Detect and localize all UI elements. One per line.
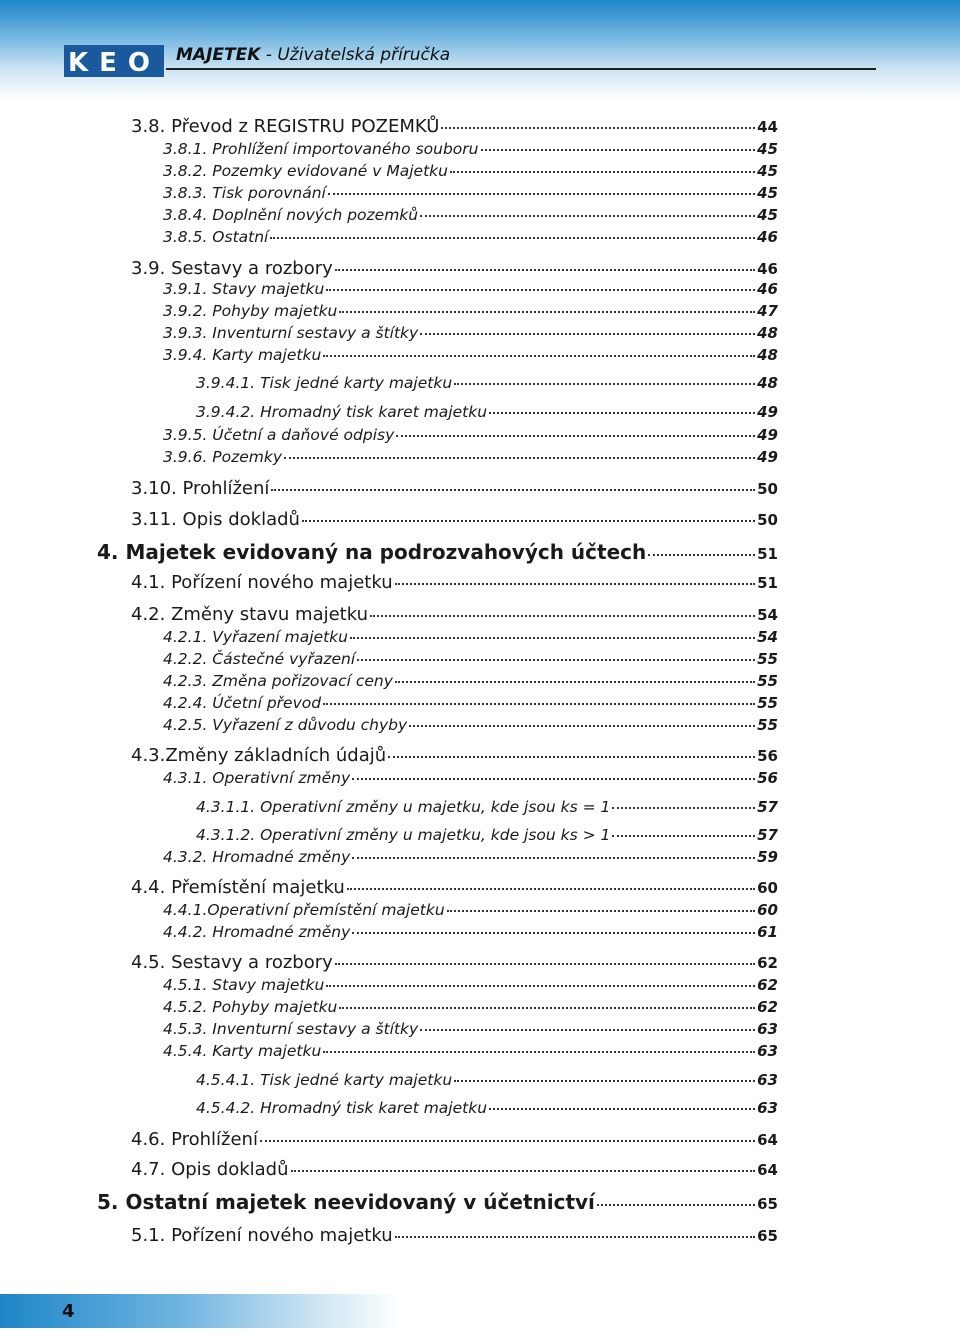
toc-entry-label: 3.9. Sestavy a rozbory [131, 258, 333, 279]
toc-entry [131, 478, 778, 499]
header-title-strong: MAJETEK [176, 45, 261, 65]
toc-entry [131, 1129, 778, 1150]
toc-entry [163, 184, 778, 202]
toc-entry-label: 3.9.5. Účetní a daňové odpisy [163, 426, 395, 444]
keo-logo: KEO [68, 48, 162, 78]
toc-entry-page: 62 [757, 998, 778, 1016]
toc-leader-dots [612, 835, 755, 837]
toc-entry-label: 4.2. Změny stavu majetku [131, 604, 369, 625]
footer-band [0, 1294, 400, 1328]
toc-entry-label: 3.10. Prohlížení [131, 478, 270, 499]
toc-entry-label: 4.3.Změny základních údajů [131, 745, 387, 766]
toc-entry-label: 3.9.4.2. Hromadný tisk karet majetku [196, 403, 488, 421]
toc-entry-page: 49 [757, 448, 778, 466]
toc-entry-page: 63 [757, 1020, 778, 1038]
toc-leader-dots [450, 171, 755, 173]
toc-entry [196, 1071, 778, 1089]
toc-entry [163, 650, 778, 668]
toc-entry-page: 55 [757, 694, 778, 712]
toc-entry-page: 45 [757, 162, 778, 180]
toc-entry-label: 3.9.3. Inventurní sestavy a štítky [163, 324, 419, 342]
toc-entry-label: 3.8.1. Prohlížení importovaného souboru [163, 140, 479, 158]
toc-entry-label: 3.9.1. Stavy majetku [163, 280, 325, 298]
toc-entry-page: 64 [757, 1131, 778, 1149]
toc-entry [196, 403, 778, 421]
toc-entry-page: 54 [757, 628, 778, 646]
toc-entry-page: 57 [757, 798, 778, 816]
toc-entry [163, 672, 778, 690]
toc-entry-page: 63 [757, 1099, 778, 1117]
toc-leader-dots [395, 681, 755, 683]
toc-leader-dots [409, 725, 755, 727]
toc-entry-label: 3.11. Opis dokladů [131, 509, 300, 530]
toc-entry-page: 45 [757, 206, 778, 224]
toc-leader-dots [326, 985, 755, 987]
toc-entry [163, 448, 778, 466]
toc-entry-label: 4.3.2. Hromadné změny [163, 848, 351, 866]
toc-entry-label: 4.2.4. Účetní převod [163, 694, 322, 712]
toc-entry-label: 4.1. Pořízení nového majetku [131, 572, 393, 593]
toc-entry-page: 62 [757, 976, 778, 994]
toc-entry-label: 4.5.4. Karty majetku [163, 1042, 322, 1060]
toc-entry [196, 1099, 778, 1117]
toc-entry-label: 4.3.1.2. Operativní změny u majetku, kde jsou ks > 1 [196, 826, 611, 844]
toc-leader-dots [420, 1029, 755, 1031]
toc-entry-page: 55 [757, 650, 778, 668]
toc-entry-page: 56 [757, 747, 778, 765]
toc-entry-page: 47 [757, 302, 778, 320]
toc-entry-label: 3.8.4. Doplnění nových pozemků [163, 206, 419, 224]
toc-leader-dots [612, 807, 755, 809]
toc-entry-label: 4.5.4.1. Tisk jedné karty majetku [196, 1071, 453, 1089]
toc-entry-page: 48 [757, 374, 778, 392]
header-rule [166, 68, 876, 70]
toc-entry-label: 3.8. Převod z REGISTRU POZEMKŮ [131, 116, 440, 137]
toc-entry [97, 1190, 778, 1214]
toc-leader-dots [357, 659, 755, 661]
header-title-rest: - Uživatelská příručka [260, 45, 451, 65]
toc-entry-label: 4.3.1. Operativní změny [163, 769, 351, 787]
toc-entry-page: 49 [757, 403, 778, 421]
toc-entry [131, 509, 778, 530]
toc-entry-page: 55 [757, 716, 778, 734]
toc-leader-dots [454, 1080, 755, 1082]
toc-entry-page: 56 [757, 769, 778, 787]
toc-leader-dots [395, 1236, 756, 1238]
toc-leader-dots [326, 289, 755, 291]
toc-entry-page: 48 [757, 346, 778, 364]
toc-entry-page: 65 [757, 1195, 778, 1213]
toc-leader-dots [420, 215, 755, 217]
toc-entry-label: 4.6. Prohlížení [131, 1129, 258, 1150]
header-title [176, 44, 450, 66]
toc-entry-page: 57 [757, 826, 778, 844]
toc-leader-dots [339, 1007, 755, 1009]
toc-leader-dots [270, 237, 755, 239]
toc-leader-dots [291, 1170, 756, 1172]
toc-entry-label: 4.2.5. Vyřazení z důvodu chyby [163, 716, 408, 734]
toc-entry-label: 3.8.2. Pozemky evidované v Majetku [163, 162, 448, 180]
toc-entry [163, 426, 778, 444]
toc-leader-dots [441, 127, 755, 129]
toc-entry-page: 46 [757, 228, 778, 246]
toc-entry-label: 4.3.1.1. Operativní změny u majetku, kde jsou ks = 1 [196, 798, 611, 816]
toc-entry-page: 61 [757, 923, 778, 941]
toc-entry [131, 1225, 778, 1246]
toc-entry [131, 258, 778, 279]
toc-leader-dots [454, 383, 755, 385]
toc-entry-page: 48 [757, 324, 778, 342]
toc-leader-dots [420, 333, 755, 335]
toc-leader-dots [323, 355, 755, 357]
toc-entry-page: 51 [757, 545, 778, 563]
toc-entry [163, 206, 778, 224]
toc-entry-label: 4.5.4.2. Hromadný tisk karet majetku [196, 1099, 488, 1117]
toc-entry [163, 848, 778, 866]
toc-entry-page: 60 [757, 901, 778, 919]
toc-entry-label: 3.9.6. Pozemky [163, 448, 283, 466]
toc-entry-label: 5.1. Pořízení nového majetku [131, 1225, 393, 1246]
toc-leader-dots [335, 963, 755, 965]
toc-entry [131, 877, 778, 898]
toc-leader-dots [284, 457, 755, 459]
toc-entry [196, 798, 778, 816]
toc-entry [131, 952, 778, 973]
toc-entry-page: 50 [757, 480, 778, 498]
toc-entry-page: 51 [757, 574, 778, 592]
toc-entry-label: 3.8.3. Tisk porovnání [163, 184, 326, 202]
toc-entry-label: 4.2.2. Částečné vyřazení [163, 650, 356, 668]
toc-entry-page: 50 [757, 511, 778, 529]
toc-entry-page: 44 [757, 118, 778, 136]
toc-entry-page: 63 [757, 1042, 778, 1060]
toc-entry [163, 280, 778, 298]
toc-leader-dots [447, 910, 755, 912]
toc-entry-page: 45 [757, 140, 778, 158]
toc-entry [163, 1042, 778, 1060]
toc-leader-dots [370, 615, 755, 617]
toc-entry [131, 116, 778, 137]
toc-entry [196, 826, 778, 844]
toc-entry [131, 1159, 778, 1180]
toc-entry [131, 572, 778, 593]
toc-entry [163, 923, 778, 941]
toc-leader-dots [481, 149, 756, 151]
toc-leader-dots [339, 311, 755, 313]
toc-entry-page: 49 [757, 426, 778, 444]
toc-entry-label: 4.4.1.Operativní přemístění majetku [163, 901, 445, 919]
toc-entry-page: 60 [757, 879, 778, 897]
toc-entry-page: 64 [757, 1161, 778, 1179]
toc-entry-label: 4.7. Opis dokladů [131, 1159, 289, 1180]
toc-leader-dots [335, 269, 755, 271]
toc-entry-label: 4.2.3. Změna pořizovací ceny [163, 672, 393, 690]
toc-leader-dots [648, 554, 755, 556]
toc-leader-dots [323, 703, 755, 705]
toc-entry [163, 901, 778, 919]
toc-leader-dots [323, 1051, 755, 1053]
toc-leader-dots [328, 193, 755, 195]
toc-entry [163, 324, 778, 342]
toc-entry-label: 3.9.2. Pohyby majetku [163, 302, 338, 320]
toc-entry [163, 716, 778, 734]
toc-entry [163, 346, 778, 364]
toc-leader-dots [489, 412, 755, 414]
page-number: 4 [62, 1301, 75, 1322]
toc-entry-label: 4.2.1. Vyřazení majetku [163, 628, 348, 646]
toc-entry [196, 374, 778, 392]
toc-entry-page: 46 [757, 260, 778, 278]
toc-leader-dots [350, 637, 755, 639]
toc-entry [163, 769, 778, 787]
toc-leader-dots [597, 1204, 755, 1206]
toc-entry [163, 998, 778, 1016]
toc-leader-dots [395, 583, 756, 585]
toc-entry-label: 4.5.2. Pohyby majetku [163, 998, 338, 1016]
toc-entry-label: 4.4. Přemístění majetku [131, 877, 345, 898]
toc-entry-page: 45 [757, 184, 778, 202]
toc-leader-dots [260, 1140, 755, 1142]
toc-entry [163, 976, 778, 994]
toc-leader-dots [352, 932, 755, 934]
toc-entry-page: 63 [757, 1071, 778, 1089]
toc-leader-dots [302, 520, 755, 522]
toc-entry-label: 4.4.2. Hromadné změny [163, 923, 351, 941]
toc-entry-label: 4.5.1. Stavy majetku [163, 976, 325, 994]
toc-leader-dots [396, 435, 755, 437]
toc-leader-dots [347, 888, 755, 890]
toc-entry-page: 65 [757, 1227, 778, 1245]
toc-leader-dots [388, 756, 755, 758]
toc-entry-label: 4. Majetek evidovaný na podrozvahových účtech [97, 540, 647, 564]
toc-leader-dots [352, 857, 755, 859]
toc-entry [163, 162, 778, 180]
toc-entry [131, 745, 778, 766]
toc-entry-page: 55 [757, 672, 778, 690]
toc-entry-page: 62 [757, 954, 778, 972]
toc-entry-label: 3.8.5. Ostatní [163, 228, 269, 246]
toc-entry-label: 4.5. Sestavy a rozbory [131, 952, 333, 973]
toc-leader-dots [489, 1108, 755, 1110]
toc-leader-dots [352, 778, 755, 780]
toc-entry [163, 1020, 778, 1038]
toc-entry-label: 3.9.4.1. Tisk jedné karty majetku [196, 374, 453, 392]
toc-leader-dots [271, 489, 755, 491]
toc-entry [163, 628, 778, 646]
toc-entry-page: 59 [757, 848, 778, 866]
toc-entry [163, 302, 778, 320]
toc-entry [163, 228, 778, 246]
toc-entry [163, 140, 778, 158]
toc-entry [97, 540, 778, 564]
toc-entry-page: 54 [757, 606, 778, 624]
toc-entry-label: 3.9.4. Karty majetku [163, 346, 322, 364]
toc-entry-label: 4.5.3. Inventurní sestavy a štítky [163, 1020, 419, 1038]
toc-entry-page: 46 [757, 280, 778, 298]
toc-entry [131, 604, 778, 625]
toc-entry-label: 5. Ostatní majetek neevidovaný v účetnictví [97, 1190, 595, 1214]
toc-entry [163, 694, 778, 712]
